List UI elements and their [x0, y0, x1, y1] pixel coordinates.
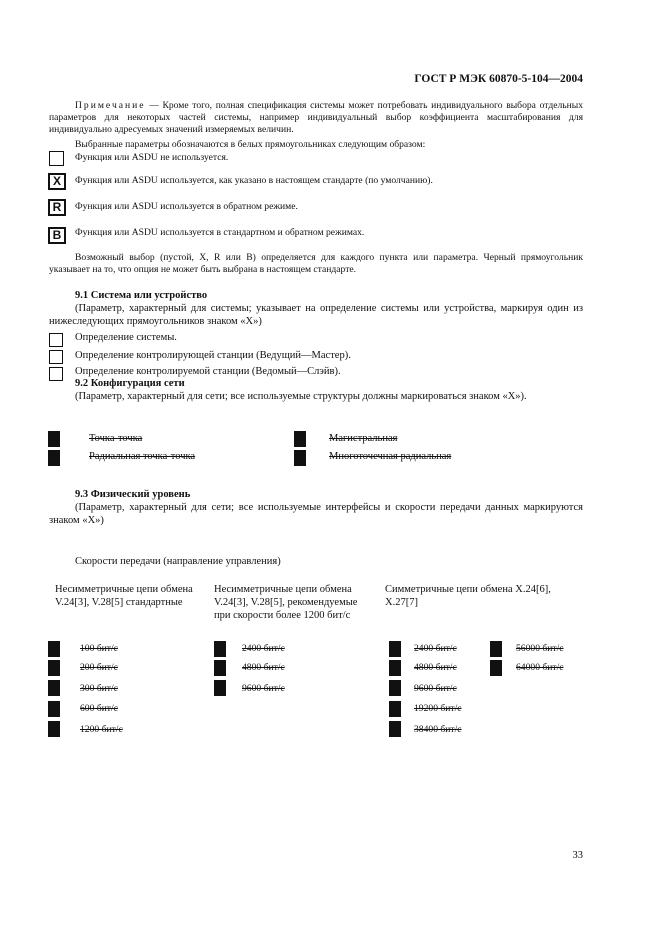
unavailable-box: [389, 660, 401, 676]
legend-empty-box: [49, 151, 64, 166]
legend-text-x: Функция или ASDU используется, как указано в настоящем стандарте (по умолчанию).: [75, 175, 433, 186]
unavailable-box: [48, 721, 60, 737]
section-9-1-title: 9.1 Система или устройство: [75, 290, 208, 301]
section-9-1-text: (Параметр, характерный для системы; указывает на определение системы или устройства, маркируя один из нижеследующих прямоугольников знаком «X»): [49, 303, 583, 327]
unavailable-box: [48, 641, 60, 657]
speed-19200: 19200 бит/с: [414, 703, 462, 714]
note-paragraph: [49, 100, 583, 136]
col2-header: Несимметричные цепи обмена V.24[3], V.28[5], рекомендуемые при скорости более 1200 бит/с: [214, 584, 358, 621]
intro-text: Выбранные параметры обозначаются в белых прямоугольниках следующим образом:: [75, 139, 426, 150]
speeds-title: Скорости передачи (направление управления): [75, 556, 281, 567]
speed-2400-balanced: 2400 бит/с: [414, 643, 457, 654]
legend-box-x: X: [48, 173, 66, 190]
controlling-station-checkbox[interactable]: [49, 350, 63, 364]
option-controlled-station: Определение контролируемой станции (Ведомый—Слэйв).: [75, 366, 341, 377]
config-radial-point-to-point: Радиальная точка-точка: [89, 451, 196, 462]
config-point-to-point: Точка-точка: [89, 433, 143, 444]
legend-box-r: R: [48, 199, 66, 216]
page-number: 33: [572, 850, 583, 861]
unavailable-box: [389, 721, 401, 737]
unavailable-box: [48, 450, 60, 466]
legend-text-r: Функция или ASDU используется в обратном режиме.: [75, 201, 298, 212]
speed-1200: 1200 бит/с: [80, 724, 123, 735]
possible-paragraph: Возможный выбор (пустой, X, R или B) определяется для каждого пункта или параметра. Черный прямоугольник указывает на то, что опция не может быть выбрана в настоящем стандарте.: [49, 252, 583, 275]
speed-300: 300 бит/с: [80, 683, 118, 694]
config-multipoint-radial: Многоточечная радиальная: [329, 451, 452, 462]
unavailable-box: [294, 450, 306, 466]
unavailable-box: [389, 680, 401, 696]
page-header: ГОСТ Р МЭК 60870-5-104—2004: [414, 73, 583, 85]
speed-9600-balanced: 9600 бит/с: [414, 683, 457, 694]
unavailable-box: [214, 641, 226, 657]
controlled-station-checkbox[interactable]: [49, 367, 63, 381]
unavailable-box: [48, 660, 60, 676]
speed-56000: 56000 бит/с: [516, 643, 564, 654]
unavailable-box: [48, 431, 60, 447]
note-text: — Кроме того, полная спецификация системы может потребовать индивидуального выбора отдельных параметров для некоторых частей системы, например индивидуальный выбор коэффициента масштабирования для индивидуально адресуемых значений измеряемых величин.: [49, 100, 583, 135]
section-9-3-title: 9.3 Физический уровень: [75, 489, 191, 500]
unavailable-box: [389, 641, 401, 657]
col1-header: Несимметричные цепи обмена V.24[3], V.28[5] стандартные: [55, 584, 193, 608]
legend-box-b: B: [48, 227, 66, 244]
speed-100: 100 бит/с: [80, 643, 118, 654]
unavailable-box: [490, 641, 502, 657]
section-9-2-title: 9.2 Конфигурация сети: [75, 378, 185, 389]
unavailable-box: [48, 701, 60, 717]
system-definition-checkbox[interactable]: [49, 333, 63, 347]
speed-64000: 64000 бит/с: [516, 662, 564, 673]
note-label: Примечание: [75, 100, 146, 111]
section-9-3-text: (Параметр, характерный для сети; все используемые интерфейсы и скорости передачи данных маркируются знаком «X»): [49, 502, 583, 526]
config-trunk: Магистральная: [329, 433, 398, 444]
speed-600: 600 бит/с: [80, 703, 118, 714]
speed-200: 200 бит/с: [80, 662, 118, 673]
option-controlling-station: Определение контролирующей станции (Ведущий—Мастер).: [75, 350, 351, 361]
unavailable-box: [48, 680, 60, 696]
speed-4800-unbalanced: 4800 бит/с: [242, 662, 285, 673]
legend-text-b: Функция или ASDU используется в стандартном и обратном режимах.: [75, 227, 365, 238]
option-system-definition: Определение системы.: [75, 332, 177, 343]
speed-38400: 38400 бит/с: [414, 724, 462, 735]
unavailable-box: [490, 660, 502, 676]
unavailable-box: [214, 660, 226, 676]
speed-2400-unbalanced: 2400 бит/с: [242, 643, 285, 654]
unavailable-box: [294, 431, 306, 447]
speed-9600-unbalanced: 9600 бит/с: [242, 683, 285, 694]
section-9-2-text: (Параметр, характерный для сети; все используемые структуры должны маркироваться знаком «X»).: [75, 391, 527, 402]
unavailable-box: [214, 680, 226, 696]
speed-4800-balanced: 4800 бит/с: [414, 662, 457, 673]
legend-text-empty: Функция или ASDU не используется.: [75, 152, 229, 163]
col3-header: Симметричные цепи обмена X.24[6], X.27[7]: [385, 584, 551, 608]
unavailable-box: [389, 701, 401, 717]
